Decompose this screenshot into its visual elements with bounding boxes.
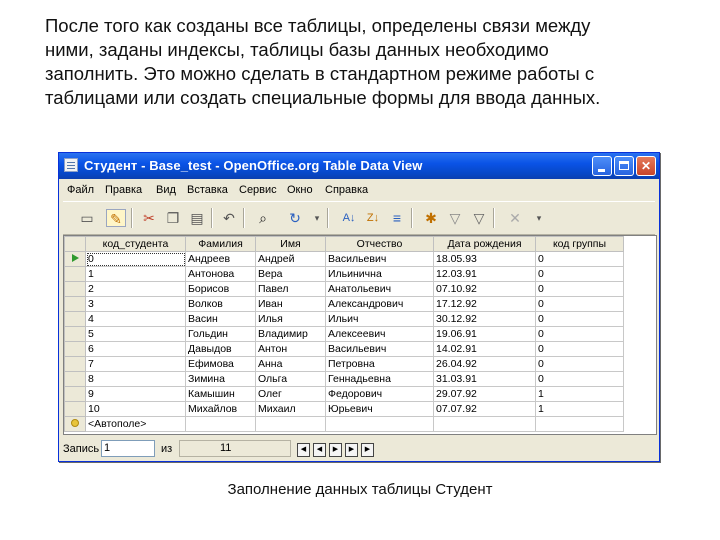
menu-file[interactable]: Файл: [67, 184, 95, 196]
table-cell[interactable]: Владимир: [256, 327, 326, 342]
sort-descending-icon[interactable]: Z↓: [366, 212, 380, 224]
table-row[interactable]: [65, 372, 624, 387]
table-row[interactable]: [65, 267, 624, 282]
table-cell[interactable]: [256, 417, 326, 432]
row-header[interactable]: [65, 357, 86, 372]
record-number-field[interactable]: [101, 440, 155, 457]
table-row[interactable]: [65, 252, 624, 267]
menu-edit[interactable]: Правка: [105, 184, 143, 196]
chevron-down-icon[interactable]: ▾: [314, 213, 320, 223]
refresh-icon[interactable]: ↻: [289, 210, 301, 226]
intro-line: ними, заданы индексы, таблицы базы данных необходимо: [45, 39, 549, 60]
window-title: Студент - Base_test - OpenOffice.org Table Data View: [84, 158, 423, 173]
table-cell[interactable]: Волков: [186, 297, 256, 312]
of-label: из: [161, 443, 173, 455]
table-cell[interactable]: 2: [86, 282, 186, 297]
table-cell[interactable]: Васильевич: [326, 252, 434, 267]
table-cell[interactable]: Павел: [256, 282, 326, 297]
table-cell[interactable]: 0: [536, 267, 624, 282]
table-cell[interactable]: 6: [86, 342, 186, 357]
standard-filter-icon[interactable]: ▽: [473, 210, 485, 226]
table-cell[interactable]: 29.07.92: [434, 387, 536, 402]
new-record-row[interactable]: [65, 417, 624, 432]
minimize-button[interactable]: [592, 156, 612, 176]
row-header[interactable]: [65, 342, 86, 357]
table-cell[interactable]: 18.05.93: [434, 252, 536, 267]
close-button[interactable]: ✕: [636, 156, 656, 176]
table-cell[interactable]: 14.02.91: [434, 342, 536, 357]
table-cell[interactable]: Федорович: [326, 387, 434, 402]
column-header-patronymic[interactable]: Отчество: [326, 237, 434, 252]
table-cell[interactable]: [536, 417, 624, 432]
table-cell[interactable]: Антон: [256, 342, 326, 357]
maximize-button[interactable]: [614, 156, 634, 176]
table-row[interactable]: [65, 312, 624, 327]
table-cell[interactable]: 1: [86, 267, 186, 282]
new-record-icon: [71, 419, 79, 427]
paste-icon[interactable]: ▤: [190, 210, 204, 226]
table-cell[interactable]: Вера: [256, 267, 326, 282]
table-cell[interactable]: 31.03.91: [434, 372, 536, 387]
row-header[interactable]: [65, 417, 86, 432]
save-icon[interactable]: ▭: [80, 210, 94, 226]
table-cell[interactable]: 0: [536, 327, 624, 342]
copy-icon[interactable]: ❐: [166, 210, 180, 226]
table-cell[interactable]: 0: [536, 252, 624, 267]
table-cell[interactable]: 1: [536, 402, 624, 417]
record-navigation-bar: [63, 439, 655, 459]
cut-icon[interactable]: ✂: [143, 210, 155, 226]
figure-caption: Заполнение данных таблицы Студент: [227, 481, 493, 498]
toolbar-separator: [327, 208, 329, 228]
table-app-icon: [64, 158, 78, 172]
table-cell[interactable]: 0: [536, 282, 624, 297]
table-cell[interactable]: [186, 417, 256, 432]
row-header[interactable]: [65, 372, 86, 387]
next-record-button[interactable]: ▶: [329, 443, 342, 457]
title-bar[interactable]: [59, 153, 659, 179]
first-record-button[interactable]: ◀: [297, 443, 310, 457]
intro-line: таблицами или создать специальные формы для ввода данных.: [45, 87, 601, 108]
toolbar-separator: [493, 208, 495, 228]
autofield-placeholder[interactable]: <Автополе>: [86, 417, 186, 432]
column-header-birth-date[interactable]: Дата рождения: [434, 237, 536, 252]
menu-tools[interactable]: Сервис: [239, 184, 277, 196]
table-cell[interactable]: 8: [86, 372, 186, 387]
last-record-button[interactable]: ▶: [345, 443, 358, 457]
remove-filter-icon[interactable]: ✕: [509, 210, 521, 226]
table-cell[interactable]: 0: [536, 297, 624, 312]
table-cell[interactable]: 7: [86, 357, 186, 372]
table-cell[interactable]: Ефимова: [186, 357, 256, 372]
undo-icon[interactable]: ↶: [223, 210, 235, 226]
toolbar-separator: [411, 208, 413, 228]
table-row[interactable]: [65, 387, 624, 402]
table-cell[interactable]: Ильич: [326, 312, 434, 327]
table-cell[interactable]: 30.12.92: [434, 312, 536, 327]
table-cell[interactable]: Антонова: [186, 267, 256, 282]
table-cell[interactable]: Гольдин: [186, 327, 256, 342]
menu-help[interactable]: Справка: [325, 184, 369, 196]
table-cell[interactable]: Михаил: [256, 402, 326, 417]
sort-ascending-icon[interactable]: A↓: [342, 212, 356, 224]
table-cell[interactable]: [434, 417, 536, 432]
row-header[interactable]: [65, 327, 86, 342]
table-cell[interactable]: 26.04.92: [434, 357, 536, 372]
table-row[interactable]: [65, 297, 624, 312]
header-row: [65, 237, 624, 252]
table-cell[interactable]: 0: [536, 312, 624, 327]
column-header-surname[interactable]: Фамилия: [186, 237, 256, 252]
table-cell[interactable]: 12.03.91: [434, 267, 536, 282]
corner-cell[interactable]: [65, 237, 86, 252]
table-cell[interactable]: Зимина: [186, 372, 256, 387]
autofilter-icon[interactable]: ✱: [425, 210, 437, 226]
column-header-student-id[interactable]: код_студента: [86, 237, 186, 252]
row-header[interactable]: [65, 387, 86, 402]
row-header[interactable]: [65, 252, 86, 267]
row-header[interactable]: [65, 267, 86, 282]
table-row[interactable]: [65, 342, 624, 357]
table-cell[interactable]: Алексеевич: [326, 327, 434, 342]
table-cell[interactable]: 0: [86, 252, 186, 267]
table-cell[interactable]: 07.07.92: [434, 402, 536, 417]
find-icon[interactable]: ⌕: [259, 210, 267, 226]
row-header[interactable]: [65, 312, 86, 327]
sort-icon[interactable]: ≡: [392, 210, 402, 226]
row-header[interactable]: [65, 282, 86, 297]
data-grid[interactable]: [63, 235, 657, 435]
table-cell[interactable]: Петровна: [326, 357, 434, 372]
table-cell[interactable]: Васин: [186, 312, 256, 327]
intro-text: [45, 14, 685, 110]
menu-insert[interactable]: Вставка: [187, 184, 228, 196]
table-cell[interactable]: Ильинична: [326, 267, 434, 282]
table-cell[interactable]: 1: [536, 387, 624, 402]
table-cell[interactable]: 10: [86, 402, 186, 417]
table-data-view-window: [58, 152, 660, 462]
table-cell[interactable]: Александрович: [326, 297, 434, 312]
toolbar-separator: [243, 208, 245, 228]
toolbar-separator: [211, 208, 213, 228]
table-cell[interactable]: 17.12.92: [434, 297, 536, 312]
table-cell[interactable]: Андреев: [186, 252, 256, 267]
table-cell[interactable]: 4: [86, 312, 186, 327]
edit-icon[interactable]: ✎: [106, 209, 126, 227]
table-row[interactable]: [65, 282, 624, 297]
table-cell[interactable]: 9: [86, 387, 186, 402]
table-cell[interactable]: Юрьевич: [326, 402, 434, 417]
table-cell[interactable]: Ольга: [256, 372, 326, 387]
table-cell[interactable]: Васильевич: [326, 342, 434, 357]
table-cell[interactable]: 07.10.92: [434, 282, 536, 297]
table-cell[interactable]: 0: [536, 342, 624, 357]
row-header[interactable]: [65, 402, 86, 417]
table-cell[interactable]: Иван: [256, 297, 326, 312]
record-total-value: 11: [220, 442, 232, 454]
table-cell[interactable]: 19.06.91: [434, 327, 536, 342]
record-label: Запись: [63, 443, 100, 455]
table-row[interactable]: [65, 357, 624, 372]
table-cell[interactable]: Андрей: [256, 252, 326, 267]
intro-line: заполнить. Это можно сделать в стандартном режиме работы с: [45, 63, 595, 84]
student-table: [64, 236, 624, 432]
table-row[interactable]: [65, 327, 624, 342]
table-cell[interactable]: 3: [86, 297, 186, 312]
record-total-field: [179, 440, 291, 457]
filter-icon[interactable]: ▽: [449, 210, 461, 226]
table-row[interactable]: [65, 402, 624, 417]
table-cell[interactable]: Геннадьевна: [326, 372, 434, 387]
table-cell[interactable]: Камышин: [186, 387, 256, 402]
table-cell[interactable]: 5: [86, 327, 186, 342]
table-cell[interactable]: Анна: [256, 357, 326, 372]
column-header-group-id[interactable]: код группы: [536, 237, 624, 252]
record-number-value: 1: [104, 442, 111, 454]
new-record-button[interactable]: ▶: [361, 443, 374, 457]
table-cell[interactable]: Давыдов: [186, 342, 256, 357]
table-cell[interactable]: Борисов: [186, 282, 256, 297]
menu-window[interactable]: Окно: [287, 184, 313, 196]
table-cell[interactable]: Илья: [256, 312, 326, 327]
row-header[interactable]: [65, 297, 86, 312]
table-cell[interactable]: Михайлов: [186, 402, 256, 417]
table-cell[interactable]: [326, 417, 434, 432]
menu-view[interactable]: Вид: [156, 184, 176, 196]
table-cell[interactable]: Анатольевич: [326, 282, 434, 297]
toolbar-separator: [131, 208, 133, 228]
menu-bar: [59, 180, 659, 200]
current-record-icon: [72, 254, 79, 262]
column-header-name[interactable]: Имя: [256, 237, 326, 252]
intro-line: После того как созданы все таблицы, определены связи между: [45, 15, 591, 36]
previous-record-button[interactable]: ◀: [313, 443, 326, 457]
table-cell[interactable]: 0: [536, 357, 624, 372]
toolbar: [63, 201, 655, 235]
table-cell[interactable]: Олег: [256, 387, 326, 402]
table-cell[interactable]: 0: [536, 372, 624, 387]
chevron-down-icon[interactable]: ▾: [536, 213, 542, 223]
